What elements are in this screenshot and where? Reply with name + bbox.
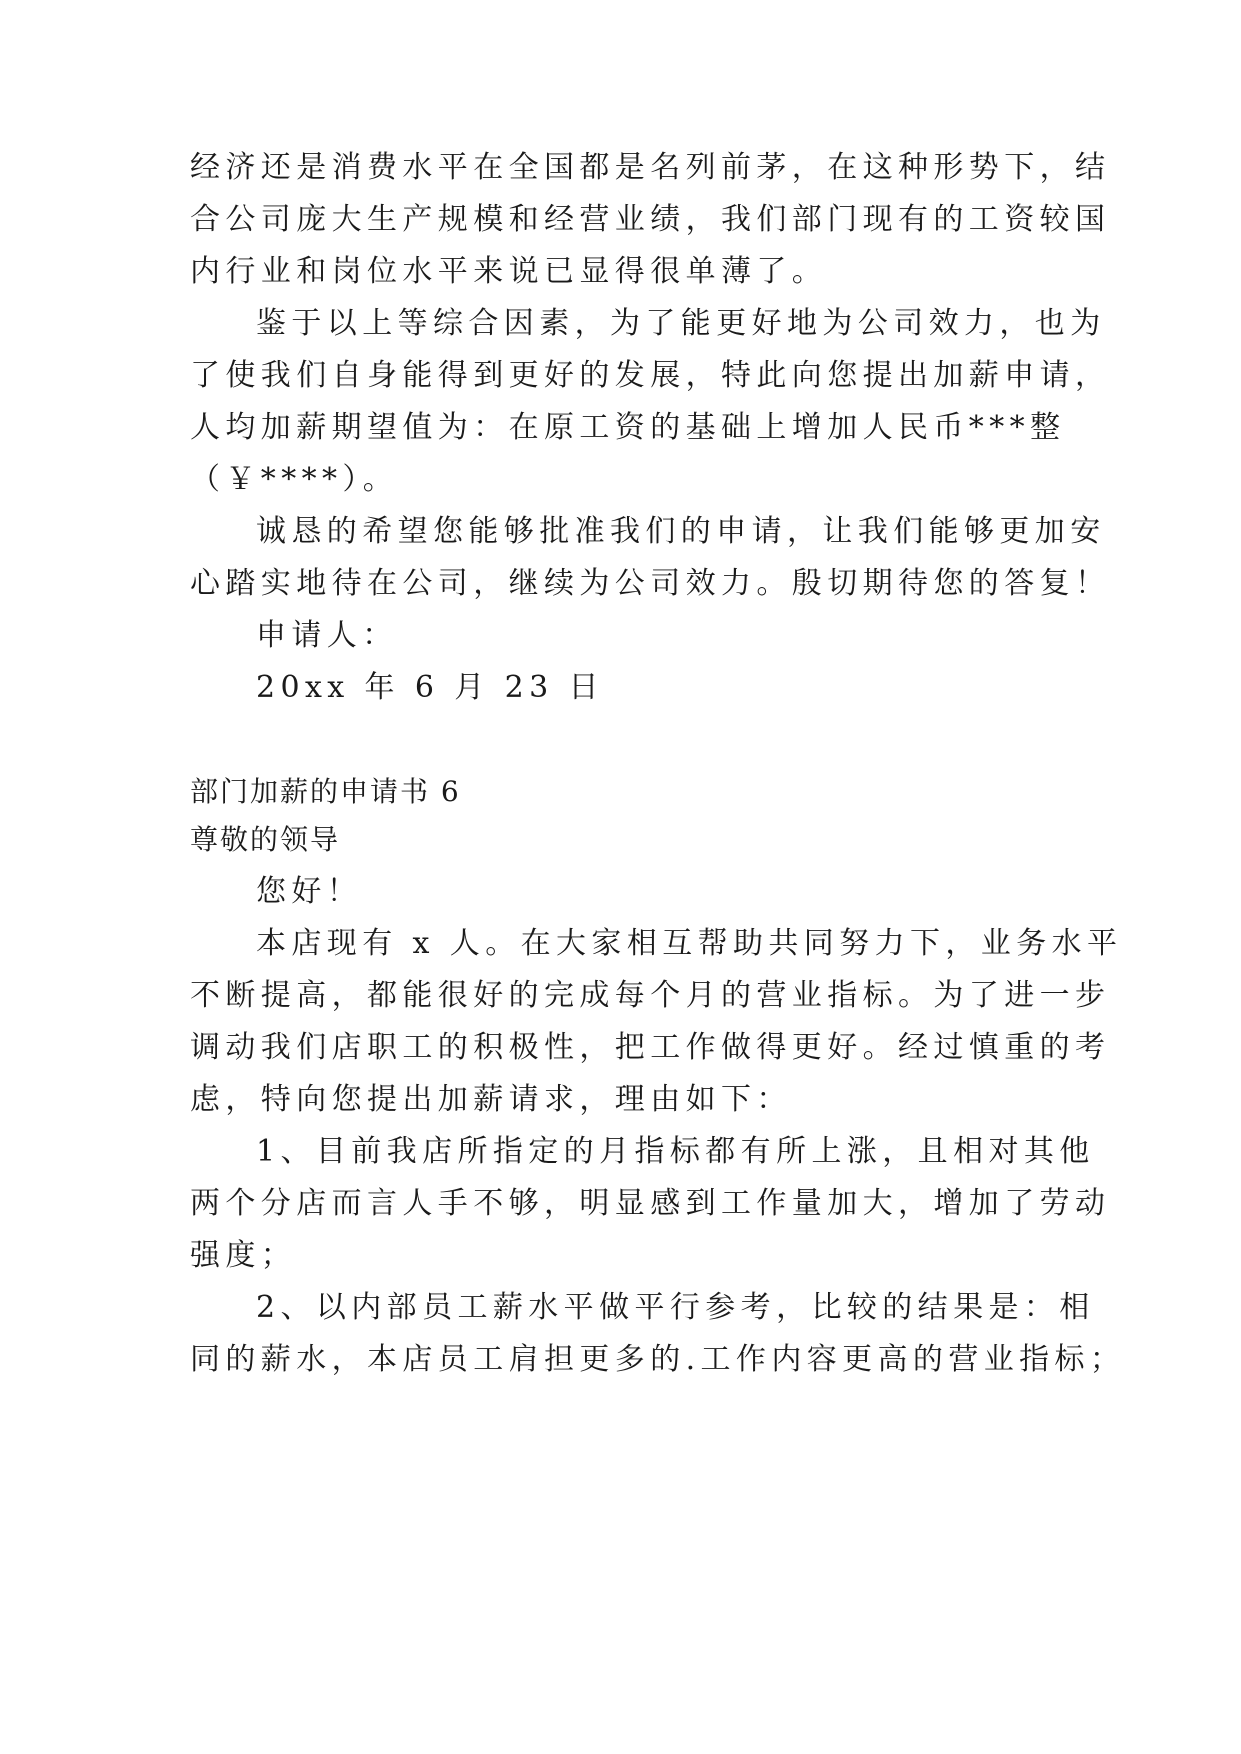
paragraph-start: 诚恳的希望您能够批准我们的申请，让我们能够更加安 — [256, 514, 1106, 549]
date-line: 20xx 年 6 月 23 日 — [256, 670, 604, 705]
salutation: 尊敬的领导 — [190, 823, 341, 856]
reason-2: 2、以内部员工薪水平做平行参考，比较的结果是：相 — [256, 1290, 1095, 1325]
paragraph-start: 鉴于以上等综合因素，为了能更好地为公司效力，也为 — [256, 306, 1106, 341]
text-line: 调动我们店职工的积极性，把工作做得更好。经过慎重的考 — [190, 1030, 1111, 1065]
text-line: 同的薪水，本店员工肩担更多的.工作内容更高的营业指标； — [190, 1342, 1126, 1377]
text-line: 经济还是消费水平在全国都是名列前茅，在这种形势下，结 — [190, 150, 1111, 185]
text-line: 不断提高，都能很好的完成每个月的营业指标。为了进一步 — [190, 978, 1111, 1013]
text-line: 人均加薪期望值为：在原工资的基础上增加人民币***整 — [190, 410, 1066, 445]
text-line: （￥****）。 — [190, 462, 399, 497]
text-line: 强度； — [190, 1238, 297, 1273]
text-line: 合公司庞大生产规模和经营业绩，我们部门现有的工资较国 — [190, 202, 1111, 237]
text-line: 心踏实地待在公司，继续为公司效力。殷切期待您的答复！ — [190, 566, 1111, 601]
greeting: 您好！ — [256, 874, 363, 909]
applicant-label: 申请人： — [256, 618, 398, 653]
text-line: 两个分店而言人手不够，明显感到工作量加大，增加了劳动 — [190, 1186, 1111, 1221]
reason-1: 1、目前我店所指定的月指标都有所上涨，且相对其他 — [256, 1134, 1095, 1169]
text-line: 内行业和岗位水平来说已显得很单薄了。 — [190, 254, 828, 289]
section-title: 部门加薪的申请书 6 — [190, 775, 461, 808]
text-line: 虑，特向您提出加薪请求，理由如下： — [190, 1082, 792, 1117]
text-line: 了使我们自身能得到更好的发展，特此向您提出加薪申请， — [190, 358, 1111, 393]
paragraph-start: 本店现有 x 人。在大家相互帮助共同努力下，业务水平 — [256, 926, 1123, 961]
